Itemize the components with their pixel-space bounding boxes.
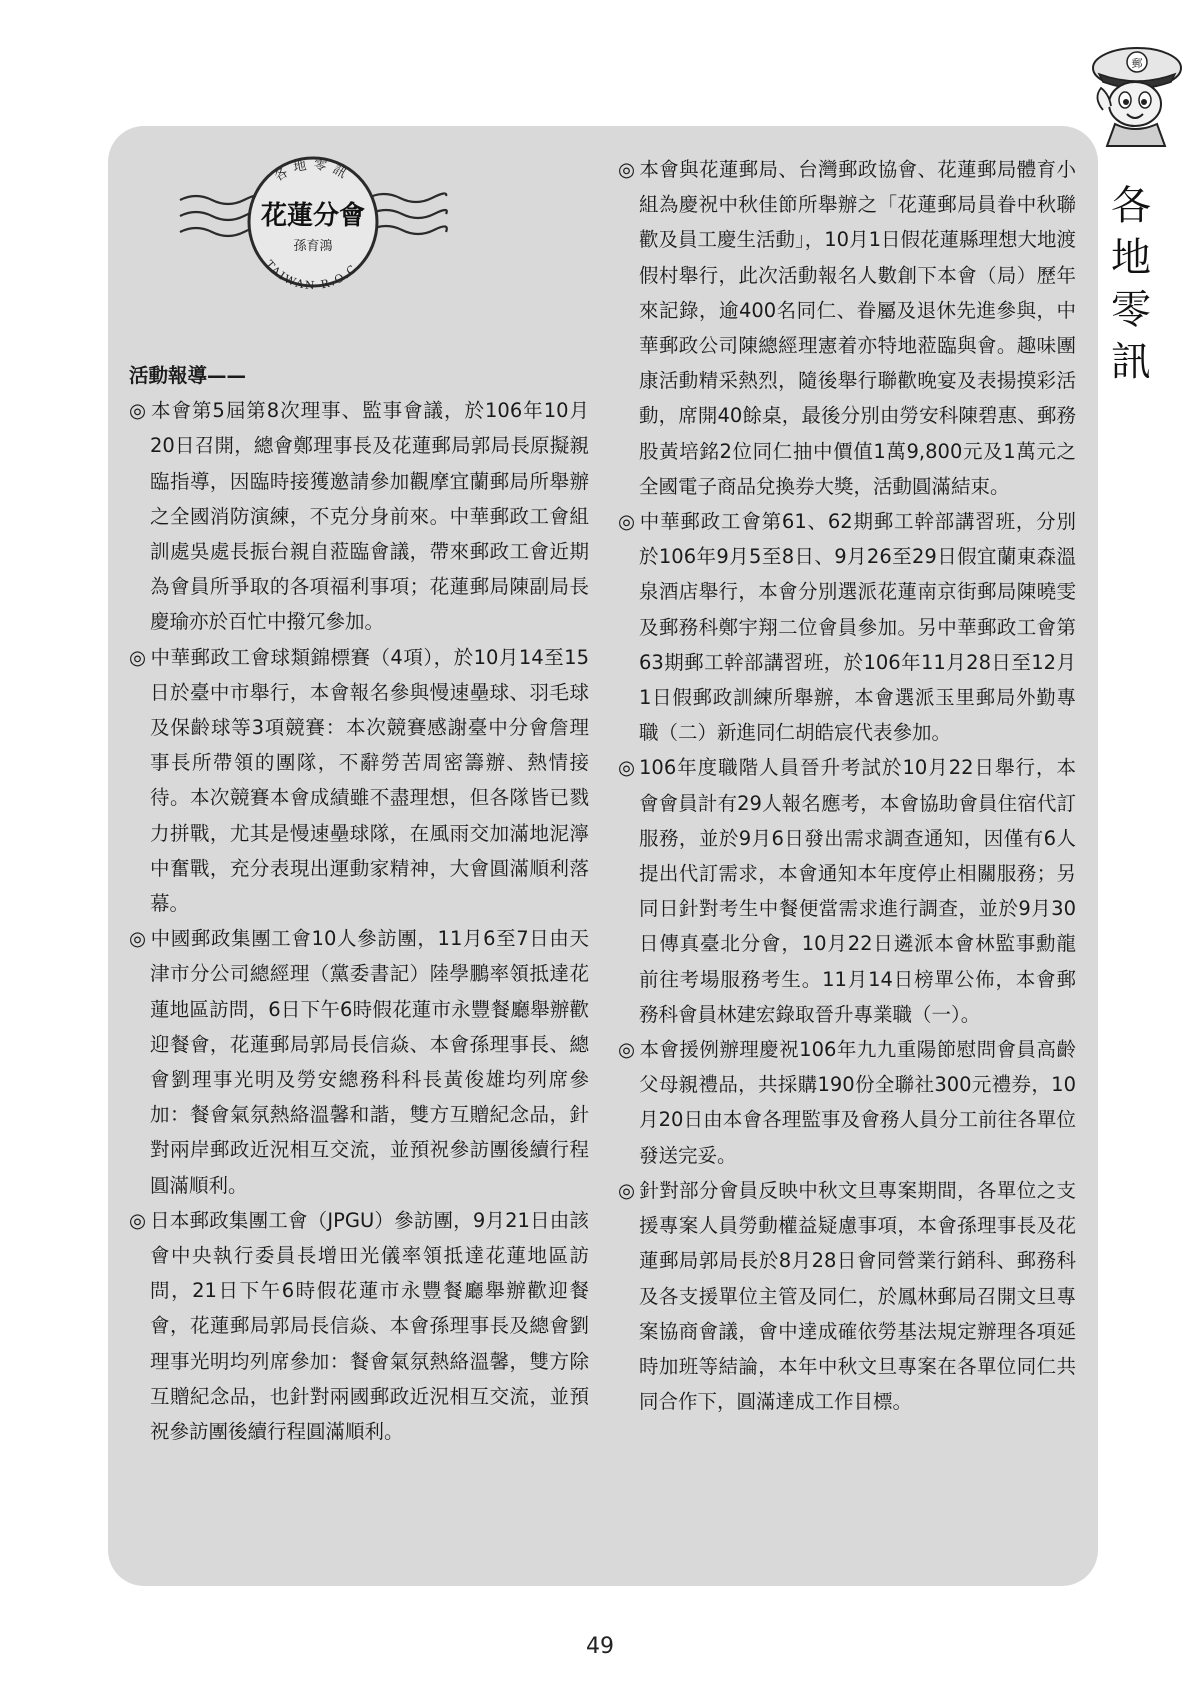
news-item — [129, 640, 589, 922]
bullet-mark: ◎ — [618, 1178, 636, 1202]
side-title-char: 地 — [1111, 235, 1151, 281]
news-item-text: 本會第5屆第8次理事、監事會議，於106年10月20日召開，總會鄭理事長及花蓮郵局郭局長原擬親臨指導，因臨時接獲邀請參加觀摩宜蘭郵局所舉辦之全國消防演練，不克分身前來。中華郵政工會組訓處吳處長振台親自蒞臨會議，帶來郵政工會近期為會員所爭取的各項福利事項；花蓮郵局陳副局長慶瑜亦於百忙中撥冗參加。 — [150, 399, 589, 634]
bullet-mark: ◎ — [129, 927, 147, 951]
news-item — [129, 1203, 589, 1449]
stamp-author: 孫育鴻 — [293, 239, 333, 254]
news-item-text: 中華郵政工會第61、62期郵工幹部講習班，分別於106年9月5至8日、9月26至29日假宜蘭東森溫泉酒店舉行，本會分別選派花蓮南京街郵局陳曉雯及郵務科鄭宇翔二位會員參加。另中華郵政工會第63期郵工幹部講習班，於106年11月28日至12月1日假郵政訓練所舉辦，本會選派玉里郵局外勤專職（二）新進同仁胡皓宸代表參加。 — [639, 510, 1076, 745]
news-item — [618, 1032, 1076, 1173]
side-title-char: 訊 — [1111, 339, 1151, 385]
news-item-text: 本會援例辦理慶祝106年九九重陽節慰問會員高齡父母親禮品，共採購190份全聯社300元禮券，10月20日由本會各理監事及會務人員分工前往各單位發送完妥。 — [639, 1038, 1076, 1167]
news-item-text: 日本郵政集團工會（JPGU）參訪團，9月21日由該會中央執行委員長增田光儀率領抵達花蓮地區訪問，21日下午6時假花蓮市永豐餐廳舉辦歡迎餐會，花蓮郵局郭局長信焱、本會孫理事長及總會劉理事光明均列席參加：餐會氣氛熱絡溫馨，雙方除互贈紀念品，也針對兩國郵政近況相互交流，並預祝參訪團後續行程圓滿順利。 — [150, 1208, 589, 1444]
news-item — [129, 921, 589, 1203]
bullet-mark: ◎ — [129, 399, 147, 423]
stamp-top-text: 各地零訊 — [272, 157, 354, 185]
bullet-mark: ◎ — [618, 756, 636, 780]
news-item — [618, 750, 1076, 1032]
postman-mascot-icon — [1085, 38, 1185, 150]
news-item-text: 106年度職階人員晉升考試於10月22日舉行，本會會員計有29人報名應考，本會協助會員住宿代訂服務，並於9月6日發出需求調查通知，因僅有6人提出代訂需求，本會通知本年度停止相關服務；另同日針對考生中餐便當需求進行調查，並於9月30日傳真臺北分會，10月22日遴派本會林監事勳龍前往考場服務考生。11月14日榜單公佈，本會郵務科會員林建宏錄取晉升專業職（一）。 — [639, 756, 1076, 1026]
stamp-bottom-text: TAIWAN R.O.C. — [262, 257, 364, 293]
side-title-char: 零 — [1111, 287, 1151, 333]
section-heading: 活動報導—— — [129, 364, 247, 387]
mascot-badge: 郵 — [1131, 57, 1143, 70]
bullet-mark: ◎ — [129, 1208, 147, 1232]
side-title — [1106, 180, 1156, 388]
news-item — [618, 1173, 1076, 1419]
postmark-stamp — [178, 138, 448, 306]
news-item — [129, 393, 589, 639]
side-title-char: 各 — [1111, 183, 1151, 229]
bullet-mark: ◎ — [618, 158, 636, 181]
page-number: 49 — [586, 1634, 614, 1659]
right-column — [618, 152, 1076, 1419]
stamp-title: 花蓮分會 — [260, 201, 366, 231]
news-item — [618, 504, 1076, 750]
news-item-text: 中國郵政集團工會10人參訪團，11月6至7日由天津市分公司總經理（黨委書記）陸學鵬率領抵達花蓮地區訪問，6日下午6時假花蓮市永豐餐廳舉辦歡迎餐會，花蓮郵局郭局長信焱、本會孫理事長、總會劉理事光明及勞安總務科科長黃俊雄均列席參加：餐會氣氛熱絡溫馨和諧，雙方互贈紀念品，針對兩岸郵政近況相互交流，並預祝參訪團後續行程圓滿順利。 — [150, 927, 589, 1197]
news-item-text: 中華郵政工會球類錦標賽（4項），於10月14至15日於臺中市舉行，本會報名參與慢速壘球、羽毛球及保齡球等3項競賽：本次競賽感謝臺中分會詹理事長所帶領的團隊，不辭勞苦周密籌辦、熱情接待。本次競賽本會成績雖不盡理想，但各隊皆已戮力拼戰，尤其是慢速壘球隊，在風雨交加滿地泥濘中奮戰，充分表現出運動家精神，大會圓滿順利落幕。 — [150, 645, 589, 916]
bullet-mark: ◎ — [618, 1038, 636, 1062]
left-column — [129, 358, 589, 1449]
news-item-text: 針對部分會員反映中秋文旦專案期間，各單位之支援專案人員勞動權益疑慮事項，本會孫理事長及花蓮郵局郭局長於8月28日會同營業行銷科、郵務科及各支援單位主管及同仁，於鳳林郵局召開文旦專案協商會議，會中達成確依勞基法規定辦理各項延時加班等結論，本年中秋文旦專案在各單位同仁共同合作下，圓滿達成工作目標。 — [639, 1178, 1076, 1414]
bullet-mark: ◎ — [129, 645, 147, 669]
news-item-text: 本會與花蓮郵局、台灣郵政協會、花蓮郵局體育小組為慶祝中秋佳節所舉辦之「花蓮郵局員眷中秋聯歡及員工慶生活動」，10月1日假花蓮縣理想大地渡假村舉行，此次活動報名人數創下本會（局）歷年來記錄，逾400名同仁、眷屬及退休先進參與，中華郵政公司陳總經理憲着亦特地蒞臨與會。趣味團康活動精采熱烈，隨後舉行聯歡晚宴及表揚摸彩活動，席開40餘桌，最後分別由勞安科陳碧惠、郵務股黃培銘2位同仁抽中價值1萬9,800元及1萬元之全國電子商品兌換券大獎，活動圓滿結束。 — [639, 158, 1076, 498]
bullet-mark: ◎ — [618, 510, 636, 534]
news-item — [618, 152, 1076, 504]
